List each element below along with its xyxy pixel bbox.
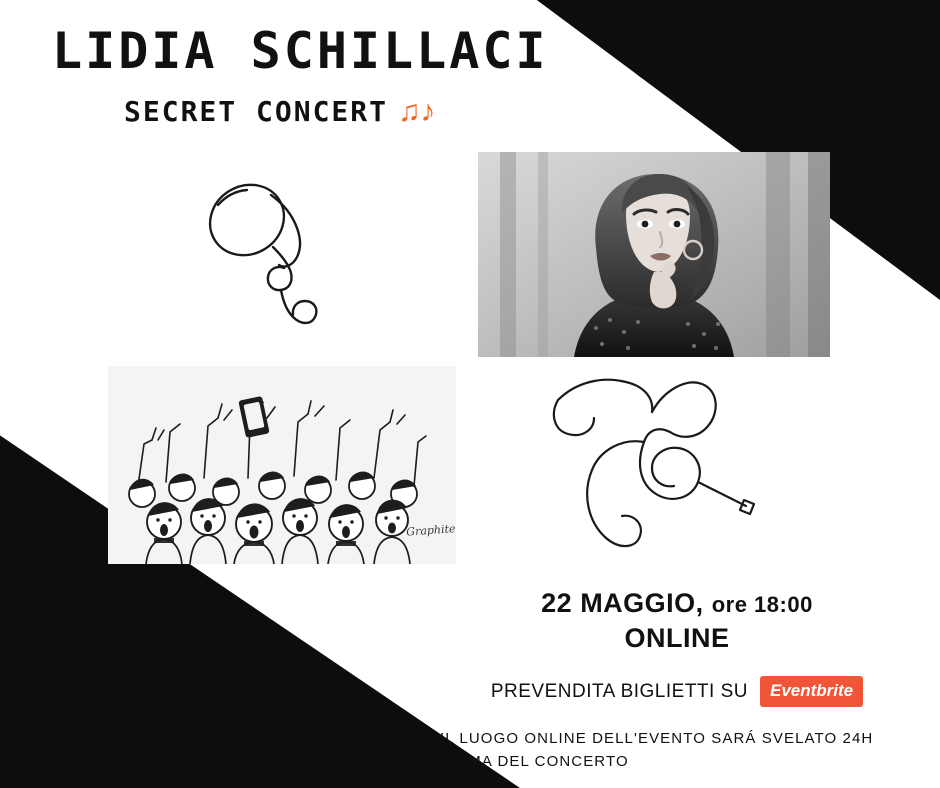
disclaimer-line-2: PRIMA DEL CONCERTO [440, 752, 629, 770]
crowd-signature: Graphite [405, 522, 456, 539]
music-notes-icon: ♫♪ [398, 94, 436, 128]
microphone-icon [185, 165, 375, 355]
presale-row [462, 676, 892, 707]
event-date [462, 588, 892, 619]
poster-title: LIDIA SCHILLACI [52, 22, 549, 80]
presale-label: PREVENDITA BIGLIETTI SU [490, 680, 748, 702]
poster-subtitle-row [124, 95, 436, 128]
poster-subtitle: SECRET CONCERT [124, 95, 389, 128]
crowd-illustration [108, 366, 456, 564]
event-disclaimer [440, 728, 892, 773]
event-date-time: ore 18:00 [711, 592, 813, 617]
event-info-block [462, 588, 892, 707]
event-date-day: 22 MAGGIO, [541, 588, 704, 618]
artist-portrait [478, 152, 830, 357]
event-mode: ONLINE [624, 623, 730, 653]
disclaimer-line-1: IL LUOGO ONLINE DELL'EVENTO SARÁ SVELATO 24H [440, 730, 874, 747]
eventbrite-logo[interactable]: Eventbrite [760, 676, 863, 707]
guitar-icon [540, 368, 770, 563]
